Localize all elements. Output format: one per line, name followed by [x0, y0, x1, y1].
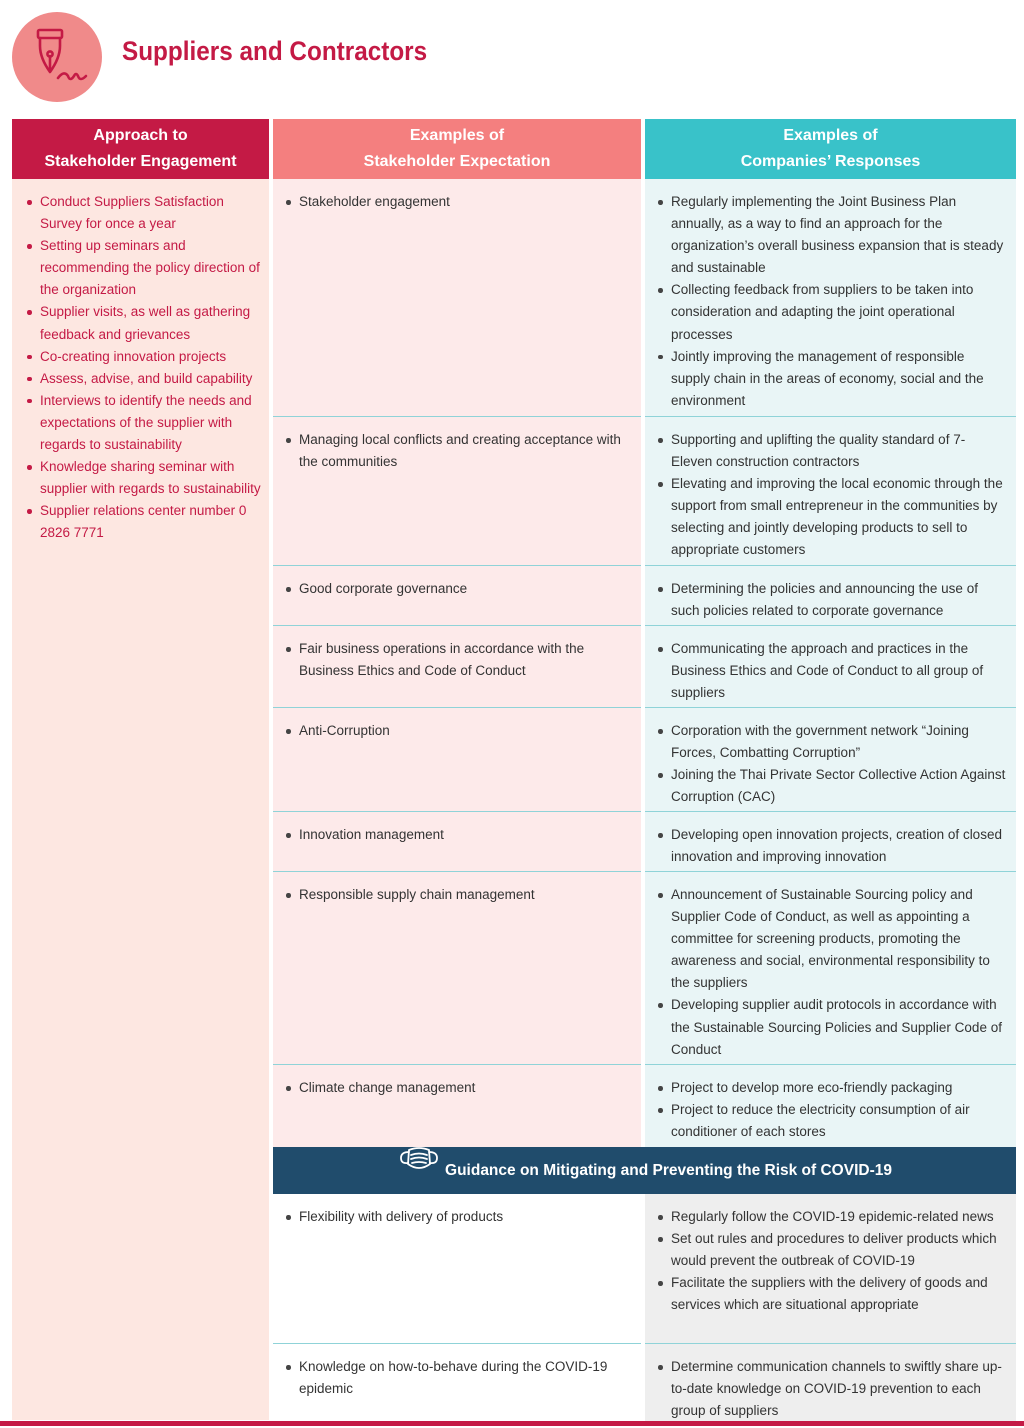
approach-item: Co-creating innovation projects	[40, 346, 263, 368]
response-item: Corporation with the government network “Joining Forces, Combatting Corruption”	[671, 720, 1006, 764]
response-item: Jointly improving the management of responsible supply chain in the areas of economy, social and the environment	[671, 346, 1006, 412]
approach-item: Setting up seminars and recommending the policy direction of the organization	[40, 235, 263, 301]
table-row	[273, 811, 1016, 871]
expectation-cell	[273, 871, 641, 1065]
expectation-item: Flexibility with delivery of products	[299, 1206, 631, 1228]
table-row	[273, 1064, 1016, 1147]
expectation-cell	[273, 625, 641, 708]
response-cell	[645, 1064, 1016, 1148]
table-row	[273, 707, 1016, 811]
column-header-responses	[645, 119, 1016, 179]
approach-item: Conduct Suppliers Satisfaction Survey for once a year	[40, 191, 263, 235]
column-header-approach	[12, 119, 269, 179]
expectation-item: Knowledge on how-to-behave during the COVID-19 epidemic	[299, 1356, 631, 1400]
bottom-divider	[0, 1421, 1024, 1426]
expectation-cell	[273, 1064, 641, 1148]
response-item: Regularly follow the COVID-19 epidemic-related news	[671, 1206, 1006, 1228]
response-cell	[645, 811, 1016, 872]
response-cell	[645, 1343, 1016, 1422]
response-item: Regularly implementing the Joint Business Plan annually, as a way to find an approach for the organization’s overall business expansion that is steady and sustainable	[671, 191, 1006, 279]
approach-list	[12, 179, 269, 545]
response-item: Determine communication channels to swiftly share up-to-date knowledge on COVID-19 prevention to each group of suppliers	[671, 1356, 1006, 1422]
response-item: Elevating and improving the local economic through the support from small entrepreneur in the communities by selecting and jointly developing products to sell to appropriate customers	[671, 473, 1006, 561]
expectation-item: Managing local conflicts and creating acceptance with the communities	[299, 429, 631, 473]
column-header-line: Approach to	[93, 127, 188, 144]
expectation-item: Stakeholder engagement	[299, 191, 631, 213]
expectation-cell	[273, 811, 641, 872]
expectation-item: Innovation management	[299, 824, 631, 846]
response-item: Developing open innovation projects, creation of closed innovation and improving innovation	[671, 824, 1006, 868]
expectation-item: Good corporate governance	[299, 578, 631, 600]
column-header-line: Stakeholder Engagement	[44, 153, 237, 170]
expectation-item: Climate change management	[299, 1077, 631, 1099]
table-row	[273, 416, 1016, 565]
response-cell	[645, 416, 1016, 566]
expectation-cell	[273, 1194, 641, 1343]
page-title: Suppliers and Contractors	[122, 36, 428, 66]
approach-item: Interviews to identify the needs and expectations of the supplier with regards to sustainability	[40, 390, 263, 456]
response-item: Project to reduce the electricity consumption of air conditioner of each stores	[671, 1099, 1006, 1143]
column-header-line: Examples of	[783, 127, 878, 144]
approach-column	[12, 179, 269, 1420]
face-mask-icon	[397, 1144, 441, 1193]
page-header	[0, 0, 1024, 118]
expectation-cell	[273, 707, 641, 812]
response-item: Set out rules and procedures to deliver products which would prevent the outbreak of COVID-19	[671, 1228, 1006, 1272]
response-item: Determining the policies and announcing the use of such policies related to corporate governance	[671, 578, 1006, 622]
expectation-item: Anti-Corruption	[299, 720, 631, 742]
column-header-line: Stakeholder Expectation	[363, 153, 551, 170]
table-row	[273, 1194, 1016, 1343]
approach-item: Knowledge sharing seminar with supplier with regards to sustainability	[40, 456, 263, 500]
approach-item: Supplier relations center number 0 2826 7771	[40, 500, 263, 544]
expectation-cell	[273, 179, 641, 416]
approach-item: Supplier visits, as well as gathering feedback and grievances	[40, 301, 263, 345]
approach-item: Assess, advise, and build capability	[40, 368, 263, 390]
response-cell	[645, 565, 1016, 626]
response-item: Supporting and uplifting the quality standard of 7-Eleven construction contractors	[671, 429, 1006, 473]
response-cell	[645, 871, 1016, 1065]
response-item: Joining the Thai Private Sector Collective Action Against Corruption (CAC)	[671, 764, 1006, 808]
covid-section-title: Guidance on Mitigating and Preventing the Risk of COVID-19	[445, 1162, 892, 1179]
expectation-cell	[273, 565, 641, 626]
response-item: Announcement of Sustainable Sourcing policy and Supplier Code of Conduct, as well as appointing a committee for screening products, promoting the awareness and social, environmental responsibility to the suppliers	[671, 884, 1006, 994]
response-cell	[645, 625, 1016, 708]
table-row	[273, 625, 1016, 707]
column-header-line: Companies’ Responses	[740, 153, 921, 170]
response-cell	[645, 179, 1016, 416]
response-item: Facilitate the suppliers with the delivery of goods and services which are situational appropriate	[671, 1272, 1006, 1316]
response-item: Project to develop more eco-friendly packaging	[671, 1077, 1006, 1099]
table-row	[273, 871, 1016, 1064]
expectation-item: Responsible supply chain management	[299, 884, 631, 906]
table-row	[273, 565, 1016, 625]
expectation-item: Fair business operations in accordance with the Business Ethics and Code of Conduct	[299, 638, 631, 682]
response-cell	[645, 1194, 1016, 1343]
expectation-cell	[273, 1343, 641, 1422]
table-row	[273, 179, 1016, 416]
expectation-cell	[273, 416, 641, 566]
table-row	[273, 1343, 1016, 1421]
column-header-expectation	[273, 119, 641, 179]
response-cell	[645, 707, 1016, 812]
response-item: Collecting feedback from suppliers to be taken into consideration and adapting the joint operational processes	[671, 279, 1006, 345]
response-item: Developing supplier audit protocols in accordance with the Sustainable Sourcing Policies and Supplier Code of Conduct	[671, 994, 1006, 1060]
column-header-line: Examples of	[409, 127, 505, 144]
fountain-pen-signature-icon	[12, 12, 102, 102]
response-item: Communicating the approach and practices in the Business Ethics and Code of Conduct to all group of suppliers	[671, 638, 1006, 704]
covid-section-header	[273, 1147, 1016, 1194]
